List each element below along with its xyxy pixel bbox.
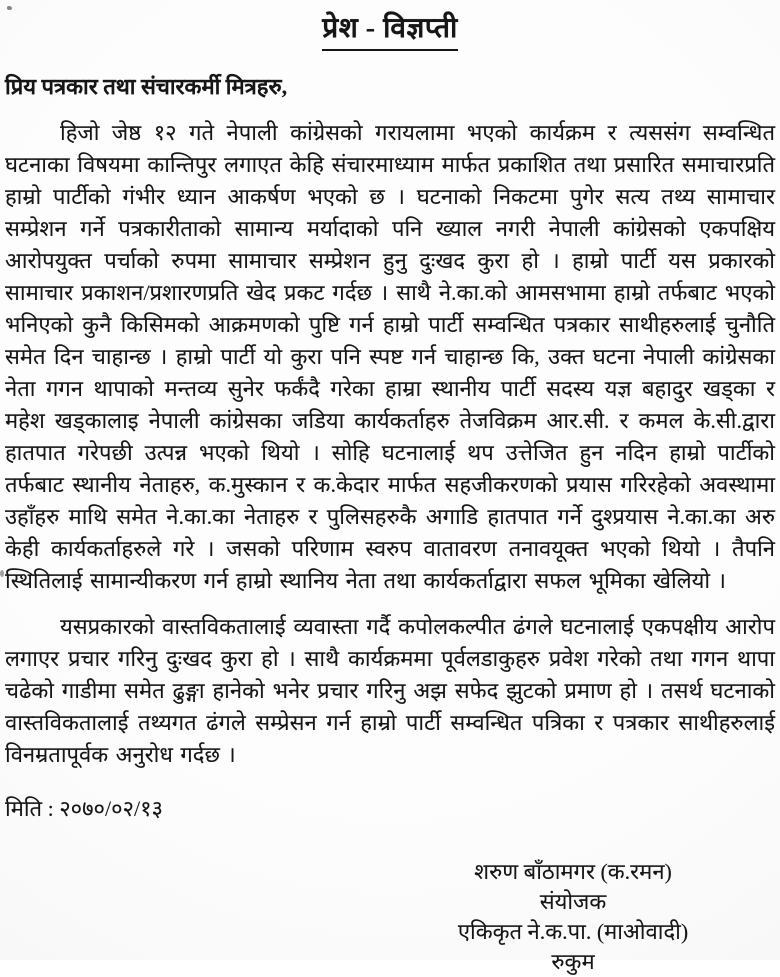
body-paragraph-1: हिजो जेष्ठ १२ गते नेपाली कांग्रेसको गरायलामा भएको कार्यक्रम र त्यससंग सम्वन्धित घटनाका विषयमा कान्तिपुर लगाएत केहि संचारमाध्याम मार्फत प्रकाशित तथा प्रसारित समाचारप्रति हाम्रो पार्टीको गंभीर ध्यान आकर्षण भएको छ । घटनाको निकटमा पुगेर सत्य तथ्य सामाचार सम्प्रेशन गर्ने पत्रकारीताको सामान्य मर्यादाको पनि ख्याल नगरी नेपाली कांग्रेसको एकपक्षिय आरोपयुक्त पर्चाको रुपमा सामाचार सम्प्रेशन हुनु दुःखद कुरा हो । हाम्रो पार्टी यस प्रकारको सामाचार प्रकाशन/प्रशारणप्रति खेद प्रकट गर्दछ । साथै ने.का.को आमसभामा हाम्रो तर्फबाट भएको भनिएको कुनै किसिमको आक्रमणको पुष्टि गर्न हाम्रो पार्टी सम्वन्धित पत्रकार साथीहरुलाई चुनौति समेत दिन चाहान्छ । हाम्रो पार्टी यो कुरा पनि स्पष्ट गर्न चाहान्छ कि, उक्त घटना नेपाली कांग्रेसका नेता गगन थापाको मन्तव्य सुनेर फर्कंदै गरेका हाम्रा स्थानीय पार्टी सदस्य यज्ञ बहादुर खड्का र महेश खड्कालाइ नेपाली कांग्रेसका जडिया कार्यकर्ताहरु तेजविक्रम आर.सी. र कमल के.सी.द्वारा हातपात गरेपछी उत्पन्न भएको थियो । सोहि घटनालाई थप उत्तेजित हुन नदिन हाम्रो पार्टीको तर्फबाट स्थानीय नेताहरु, क.मुस्कान र क.केदार मार्फत सहजीकरणको प्रयास गरिरहेको अवस्थामा उहाँहरु माथि समेत ने.का.का नेताहरु र पुलिसहरुकै अगाडि हातपात गर्ने दुश्प्रयास ने.का.का अरु केही कार्यकर्ताहरुले गरे । जसको परिणाम स्वरुप वातावरण तनावयूक्त भएको थियो । तैपनि स्थितिलाई सामान्यीकरण गर्न हाम्रो स्थानिय नेता तथा कार्यकर्ताद्वारा सफल भूमिका खेलियो । [5, 120, 775, 593]
date-line: मिति : २०७०/०२/१३ [5, 796, 163, 821]
body-paragraph-2: यसप्रकारको वास्तविकतालाई व्यवास्ता गर्दै कपोलकल्पीत ढंगले घटनालाई एकपक्षीय आरोप लगाएर प्रचार गरिनु दुःखद कुरा हो । साथै कार्यक्रममा पूर्वलडाकुहरु प्रवेश गरेको तथा गगन थापा चढेको गाडीमा समेत ढुङ्गा हानेको भनेर प्रचार गरिनु अझ सफेद झुटको प्रमाण हो । तसर्थ घटनाको वास्तविकतालाई तथ्यगत ढंगले सम्प्रेसन गर्न हाम्रो पार्टी सम्वन्धित पत्रिका र पत्रकार साथीहरुलाई विनम्रतापूर्वक अनुरोध गर्दछ । [5, 614, 775, 767]
signatory-role: संयोजक [539, 889, 607, 914]
title-container [5, 8, 775, 51]
salutation-line: प्रिय पत्रकार तथा संचारकर्मी मित्रहरु, [5, 74, 288, 99]
signatory-location: रुकुम [551, 949, 595, 974]
signatory-organization: एकिकृत ने.क.पा. (माओवादी) [457, 919, 689, 944]
page-title: प्रेश - विज्ञप्ती [322, 8, 457, 51]
signatory-name: शरुण बाँठामगर (क.रमन) [474, 859, 672, 884]
signature-block [403, 857, 743, 977]
